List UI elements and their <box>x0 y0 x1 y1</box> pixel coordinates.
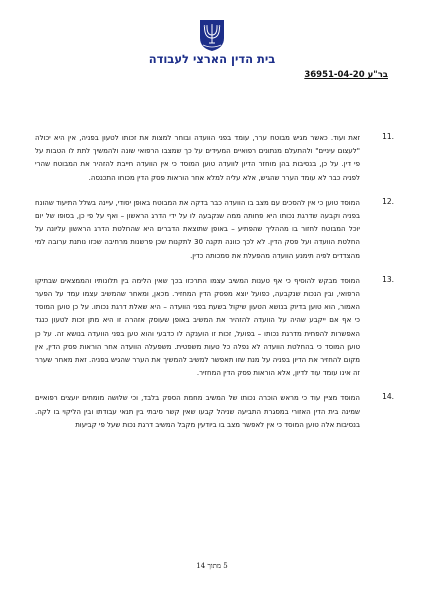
paragraph-13 <box>35 275 394 381</box>
paragraph-text: המוסד מבקש להוסיף כי אף טענות המשיב עצמו התרכזו בכך שאין הלימה בין תלונותיו והממצאים שבתיקו הרפואי, ובין הנכות שנקבעה, כפועל יוצא מפסק הדין המחזיר. מכאן, ומאחר שהמשיב עצמו עמד על הפער האמור, הוא טוען בדיוק בנושא הטעון שיקול בשעת בפני הוועדה – היא שאלת דרגת נכותו. על כן טוען המוסד כי אף אם ייקבע שהיה על הוועדה להזהיר את המשיב באופן שעוסק אזהרה זו היא מתן זכות לטעון כנגד האפשרות להפחית מדרגת נכותו – בפועל, זכות זו הוענקה לו כדבעי והוא טען בפני הוועדה בנושא זה. על כן טוען המוסד כי בהחלטת הוועדה לא נפלה כל טעות משפטית. משפעלה הוועדה אחר הוראות פסק הדין, אין מקום להחזיר את הדיון בפניה על מנת שזו תאפשר למשיב להמשיך את הערר שהגיש בפניה. זאת מאחר שערר זה אינו עומד עוד לדיון, אלא הוראות פסק הדין המחזיר. <box>35 276 360 378</box>
case-reference: בר"ע 36951-04-20 <box>304 70 388 80</box>
document-body <box>35 132 394 444</box>
paragraph-text: המוסד מציין עוד כי מראש הוכרה נכותו של המשיב מחמת הספק בלבד, וכי שלושה מומחים יועצים רפואיים שמינה בית הדין האזורי במסגרת התביעה שניהל קבעו שאין קשר סיבתי בין תנאי עבודתו ובין הליקוי בו לקה. בנסיבות אלה טוען המוסד כי אין לאפשר מצב בו ביודעין מקבל המשיב דרגת נכות שעל פי קביעות <box>35 394 360 429</box>
paragraph-12 <box>35 197 394 263</box>
paragraph-number: 13. <box>382 274 394 284</box>
paragraph-number: 12. <box>382 196 394 206</box>
paragraph-14 <box>35 392 394 432</box>
paragraph-text: המוסד טוען כי אין להסכים עם מצב בו הוועדה כבר בדקה את המבוטח באופן יסודי, עיינה בשלל התיעוד שהונח בפניה וקבעה שדרגת נכותו היא פחותה ממה שנקבעה לו על ידי הדרג הראשון – ואף על פי כן, בסופו של יום יוכל המבוטח לחזור בו מההליך שהפתיע – באופן שתוצאת הדברים היא שהחלטת הדרג הראשון עליונה על החלטת הוועדה ועל פסק הדין. לא לכך כוונה תקנה 30 לתקנות שכן פרשנות מרחיבה שכזו נותנת ערובה למי מהצדדים לפיה תימנע הוועדה מהפעלת את סמכותה כדין. <box>35 198 360 260</box>
page-number: 5 מתוך 14 <box>196 562 228 570</box>
court-name: בית הדין הארצי לעבודה <box>148 52 276 66</box>
paragraph-text: זאת ועוד. כאשר מגיש מבוטח ערר, עומד בפני הוועדה ובוחר למצות את זכותו לטעון בפניה, אין היא יכולה "לעצום עיניים" ולהתעלם מנתונים רפואיים המעידים על כך שמצבו הרפואי שונה ולהמשיך לתת לו הטבות על פי דין. על כן, בנסיבות בהן מוחזר הדיון לוועדה טוען המוסד כי אין הוועדה חייבת להזהיר את המבוטח שהרי לפניה כבר לא עומד הערר שהגיש, אלא עליה למלא אחר הוראות פסק הדין מכוחו התכנסה. <box>35 134 360 182</box>
paragraph-number: 11. <box>382 132 394 141</box>
paragraph-11 <box>35 132 394 185</box>
menorah-emblem-icon <box>198 18 226 52</box>
paragraph-number: 14. <box>382 392 394 402</box>
